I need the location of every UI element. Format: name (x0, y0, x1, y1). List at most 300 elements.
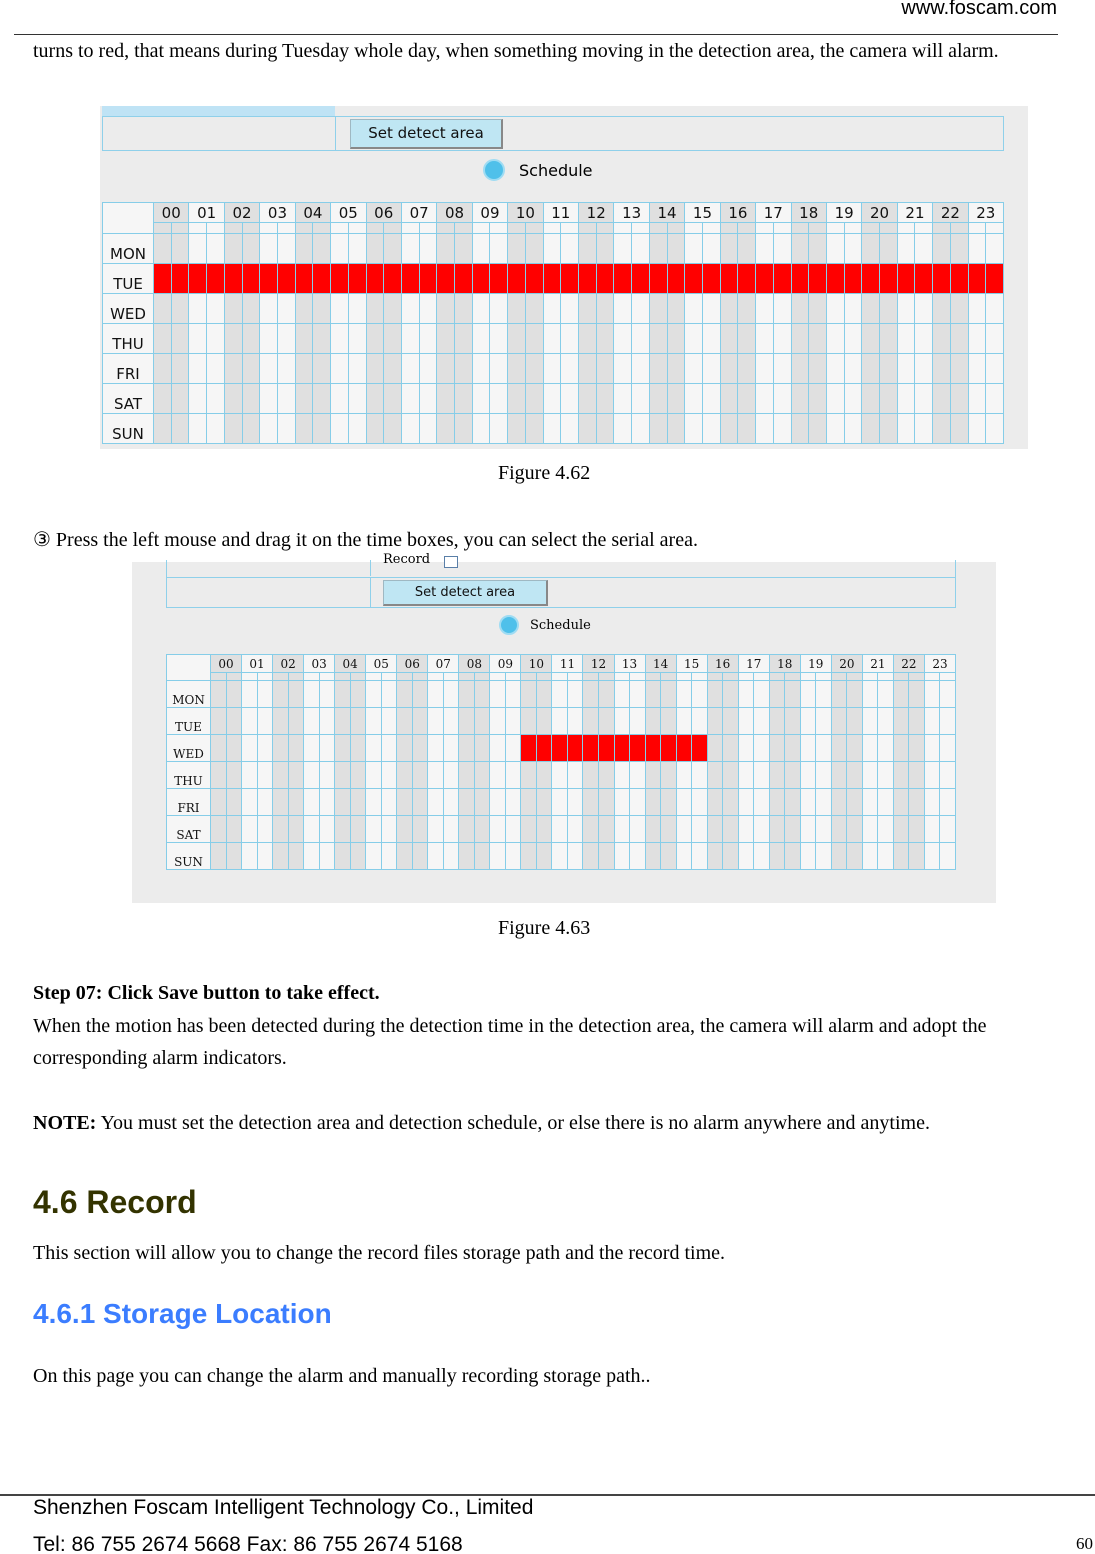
time-slot-selected[interactable] (526, 264, 544, 294)
time-slot[interactable] (289, 708, 305, 735)
time-slot[interactable] (933, 294, 951, 324)
time-slot[interactable] (925, 735, 941, 762)
time-slot[interactable] (278, 234, 296, 264)
time-slot[interactable] (863, 789, 879, 816)
time-slot[interactable] (537, 816, 553, 843)
time-slot[interactable] (211, 843, 227, 870)
time-slot[interactable] (847, 816, 863, 843)
time-slot[interactable] (154, 354, 172, 384)
time-slot[interactable] (863, 816, 879, 843)
time-slot[interactable] (661, 816, 677, 843)
time-slot[interactable] (792, 414, 810, 444)
time-slot[interactable] (367, 384, 385, 414)
time-slot[interactable] (677, 681, 693, 708)
time-slot[interactable] (154, 324, 172, 354)
time-slot[interactable] (756, 294, 774, 324)
time-slot[interactable] (313, 234, 331, 264)
time-slot[interactable] (832, 789, 848, 816)
time-slot[interactable] (940, 681, 956, 708)
record-checkbox[interactable] (444, 556, 458, 568)
time-slot-selected[interactable] (898, 264, 916, 294)
time-slot[interactable] (774, 384, 792, 414)
time-slot[interactable] (615, 708, 631, 735)
time-slot[interactable] (211, 735, 227, 762)
time-slot[interactable] (754, 816, 770, 843)
time-slot[interactable] (630, 708, 646, 735)
time-slot-selected[interactable] (437, 264, 455, 294)
time-slot[interactable] (599, 843, 615, 870)
time-slot[interactable] (754, 789, 770, 816)
time-slot[interactable] (211, 681, 227, 708)
time-slot[interactable] (154, 414, 172, 444)
time-slot[interactable] (723, 735, 739, 762)
time-slot[interactable] (894, 708, 910, 735)
time-slot[interactable] (785, 735, 801, 762)
time-slot[interactable] (933, 324, 951, 354)
time-slot[interactable] (847, 708, 863, 735)
time-slot[interactable] (475, 681, 491, 708)
time-slot[interactable] (708, 762, 724, 789)
time-slot[interactable] (242, 681, 258, 708)
time-slot[interactable] (382, 843, 398, 870)
time-slot[interactable] (579, 384, 597, 414)
time-slot[interactable] (172, 354, 190, 384)
time-slot[interactable] (506, 681, 522, 708)
time-slot[interactable] (544, 414, 562, 444)
time-slot[interactable] (583, 816, 599, 843)
time-slot[interactable] (925, 816, 941, 843)
time-slot[interactable] (225, 414, 243, 444)
time-slot[interactable] (739, 843, 755, 870)
time-slot[interactable] (692, 816, 708, 843)
time-slot[interactable] (785, 681, 801, 708)
time-slot-selected[interactable] (402, 264, 420, 294)
time-slot[interactable] (646, 681, 662, 708)
time-slot[interactable] (349, 294, 367, 324)
time-slot[interactable] (723, 816, 739, 843)
time-slot[interactable] (863, 708, 879, 735)
time-slot[interactable] (242, 816, 258, 843)
time-slot[interactable] (521, 816, 537, 843)
time-slot-selected[interactable] (703, 264, 721, 294)
time-slot[interactable] (754, 762, 770, 789)
time-slot-selected[interactable] (331, 264, 349, 294)
time-slot[interactable] (951, 354, 969, 384)
time-slot[interactable] (862, 294, 880, 324)
time-slot[interactable] (986, 294, 1004, 324)
time-slot[interactable] (894, 816, 910, 843)
time-slot[interactable] (428, 681, 444, 708)
time-slot[interactable] (278, 324, 296, 354)
time-slot[interactable] (599, 708, 615, 735)
time-slot[interactable] (258, 843, 274, 870)
time-slot[interactable] (335, 843, 351, 870)
time-slot[interactable] (413, 735, 429, 762)
time-slot[interactable] (490, 414, 508, 444)
time-slot[interactable] (615, 843, 631, 870)
time-slot[interactable] (692, 708, 708, 735)
time-slot[interactable] (521, 708, 537, 735)
time-slot[interactable] (508, 384, 526, 414)
time-slot[interactable] (738, 414, 756, 444)
time-slot[interactable] (420, 414, 438, 444)
time-slot[interactable] (630, 816, 646, 843)
time-slot-selected[interactable] (568, 735, 584, 762)
time-slot[interactable] (413, 789, 429, 816)
time-slot[interactable] (278, 414, 296, 444)
time-slot[interactable] (661, 762, 677, 789)
time-slot-selected[interactable] (583, 735, 599, 762)
time-slot[interactable] (225, 324, 243, 354)
time-slot[interactable] (420, 234, 438, 264)
time-slot[interactable] (677, 762, 693, 789)
time-slot[interactable] (227, 762, 243, 789)
time-slot[interactable] (537, 762, 553, 789)
time-slot[interactable] (273, 735, 289, 762)
time-slot[interactable] (537, 843, 553, 870)
time-slot[interactable] (420, 324, 438, 354)
time-slot[interactable] (552, 789, 568, 816)
time-slot[interactable] (933, 234, 951, 264)
time-slot[interactable] (827, 234, 845, 264)
time-slot[interactable] (506, 843, 522, 870)
time-slot[interactable] (754, 843, 770, 870)
time-slot[interactable] (490, 816, 506, 843)
time-slot[interactable] (898, 354, 916, 384)
time-slot[interactable] (708, 708, 724, 735)
time-slot[interactable] (437, 294, 455, 324)
time-slot[interactable] (661, 708, 677, 735)
time-slot[interactable] (708, 843, 724, 870)
time-slot[interactable] (863, 762, 879, 789)
time-slot[interactable] (296, 354, 314, 384)
time-slot[interactable] (397, 735, 413, 762)
time-slot-selected[interactable] (260, 264, 278, 294)
time-slot[interactable] (792, 354, 810, 384)
time-slot[interactable] (703, 294, 721, 324)
time-slot[interactable] (723, 762, 739, 789)
time-slot[interactable] (490, 234, 508, 264)
time-slot[interactable] (428, 843, 444, 870)
time-slot[interactable] (832, 708, 848, 735)
time-slot[interactable] (242, 762, 258, 789)
time-slot[interactable] (349, 324, 367, 354)
time-slot[interactable] (650, 324, 668, 354)
time-slot[interactable] (207, 324, 225, 354)
time-slot[interactable] (289, 843, 305, 870)
time-slot[interactable] (320, 789, 336, 816)
time-slot[interactable] (289, 762, 305, 789)
time-slot[interactable] (537, 789, 553, 816)
time-slot[interactable] (827, 324, 845, 354)
time-slot[interactable] (296, 414, 314, 444)
time-slot[interactable] (258, 789, 274, 816)
time-slot[interactable] (632, 234, 650, 264)
time-slot[interactable] (756, 234, 774, 264)
time-slot[interactable] (304, 708, 320, 735)
time-slot[interactable] (969, 324, 987, 354)
time-slot-selected[interactable] (721, 264, 739, 294)
time-slot[interactable] (189, 354, 207, 384)
time-slot-selected[interactable] (845, 264, 863, 294)
time-slot[interactable] (986, 324, 1004, 354)
time-slot[interactable] (614, 414, 632, 444)
time-slot-selected[interactable] (384, 264, 402, 294)
time-slot-selected[interactable] (313, 264, 331, 294)
time-slot[interactable] (770, 816, 786, 843)
time-slot[interactable] (243, 294, 261, 324)
time-slot[interactable] (579, 414, 597, 444)
time-slot[interactable] (508, 324, 526, 354)
time-slot[interactable] (351, 681, 367, 708)
time-slot[interactable] (490, 843, 506, 870)
time-slot[interactable] (366, 681, 382, 708)
time-slot[interactable] (661, 681, 677, 708)
time-slot[interactable] (258, 735, 274, 762)
time-slot-selected[interactable] (243, 264, 261, 294)
time-slot-selected[interactable] (933, 264, 951, 294)
time-slot[interactable] (650, 294, 668, 324)
time-slot[interactable] (561, 384, 579, 414)
time-slot[interactable] (428, 816, 444, 843)
time-slot[interactable] (258, 681, 274, 708)
time-slot[interactable] (597, 294, 615, 324)
time-slot[interactable] (273, 708, 289, 735)
time-slot[interactable] (402, 354, 420, 384)
time-slot[interactable] (739, 708, 755, 735)
time-slot[interactable] (614, 294, 632, 324)
time-slot[interactable] (227, 708, 243, 735)
time-slot[interactable] (207, 354, 225, 384)
time-slot[interactable] (331, 354, 349, 384)
time-slot[interactable] (792, 294, 810, 324)
time-slot-selected[interactable] (809, 264, 827, 294)
time-slot[interactable] (894, 681, 910, 708)
time-slot[interactable] (579, 234, 597, 264)
time-slot-selected[interactable] (172, 264, 190, 294)
time-slot[interactable] (444, 735, 460, 762)
time-slot[interactable] (708, 816, 724, 843)
time-slot[interactable] (335, 762, 351, 789)
time-slot[interactable] (863, 735, 879, 762)
time-slot[interactable] (909, 762, 925, 789)
time-slot[interactable] (898, 324, 916, 354)
time-slot[interactable] (508, 234, 526, 264)
time-slot-selected[interactable] (951, 264, 969, 294)
time-slot[interactable] (320, 762, 336, 789)
time-slot[interactable] (809, 384, 827, 414)
time-slot[interactable] (739, 735, 755, 762)
time-slot[interactable] (721, 294, 739, 324)
time-slot[interactable] (774, 294, 792, 324)
time-slot[interactable] (335, 816, 351, 843)
time-slot[interactable] (650, 384, 668, 414)
time-slot[interactable] (552, 843, 568, 870)
time-slot[interactable] (738, 324, 756, 354)
time-slot[interactable] (568, 681, 584, 708)
time-slot[interactable] (384, 414, 402, 444)
time-slot[interactable] (880, 294, 898, 324)
time-slot[interactable] (754, 735, 770, 762)
time-slot[interactable] (366, 843, 382, 870)
time-slot[interactable] (351, 843, 367, 870)
time-slot[interactable] (273, 789, 289, 816)
time-slot[interactable] (792, 234, 810, 264)
time-slot[interactable] (397, 816, 413, 843)
time-slot[interactable] (909, 735, 925, 762)
time-slot[interactable] (816, 708, 832, 735)
time-slot[interactable] (304, 681, 320, 708)
time-slot[interactable] (278, 354, 296, 384)
time-slot[interactable] (801, 789, 817, 816)
time-slot-selected[interactable] (615, 735, 631, 762)
time-slot[interactable] (723, 789, 739, 816)
time-slot[interactable] (646, 789, 662, 816)
time-slot[interactable] (894, 735, 910, 762)
time-slot[interactable] (703, 354, 721, 384)
time-slot[interactable] (933, 414, 951, 444)
time-slot[interactable] (894, 843, 910, 870)
time-slot[interactable] (898, 234, 916, 264)
time-slot[interactable] (568, 816, 584, 843)
time-slot[interactable] (847, 789, 863, 816)
time-slot[interactable] (243, 414, 261, 444)
time-slot[interactable] (969, 294, 987, 324)
time-slot[interactable] (402, 384, 420, 414)
time-slot[interactable] (552, 762, 568, 789)
time-slot[interactable] (189, 414, 207, 444)
time-slot[interactable] (273, 762, 289, 789)
time-slot[interactable] (721, 324, 739, 354)
time-slot[interactable] (708, 681, 724, 708)
time-slot[interactable] (227, 735, 243, 762)
time-slot[interactable] (526, 414, 544, 444)
time-slot[interactable] (615, 681, 631, 708)
time-slot[interactable] (668, 354, 686, 384)
time-slot-selected[interactable] (677, 735, 693, 762)
time-slot-selected[interactable] (792, 264, 810, 294)
time-slot[interactable] (335, 708, 351, 735)
time-slot[interactable] (599, 762, 615, 789)
time-slot-selected[interactable] (225, 264, 243, 294)
time-slot[interactable] (809, 324, 827, 354)
time-slot[interactable] (331, 414, 349, 444)
time-slot[interactable] (632, 384, 650, 414)
time-slot[interactable] (878, 843, 894, 870)
time-slot[interactable] (721, 384, 739, 414)
time-slot[interactable] (801, 681, 817, 708)
time-slot[interactable] (242, 843, 258, 870)
time-slot[interactable] (428, 789, 444, 816)
time-slot[interactable] (878, 762, 894, 789)
time-slot[interactable] (614, 384, 632, 414)
time-slot-selected[interactable] (827, 264, 845, 294)
time-slot[interactable] (832, 735, 848, 762)
time-slot[interactable] (207, 384, 225, 414)
time-slot[interactable] (615, 816, 631, 843)
time-slot[interactable] (708, 735, 724, 762)
time-slot[interactable] (331, 384, 349, 414)
time-slot[interactable] (544, 354, 562, 384)
time-slot-selected[interactable] (915, 264, 933, 294)
time-slot[interactable] (792, 384, 810, 414)
time-slot-selected[interactable] (650, 264, 668, 294)
time-slot[interactable] (428, 762, 444, 789)
time-slot[interactable] (878, 816, 894, 843)
time-slot[interactable] (754, 681, 770, 708)
time-slot-selected[interactable] (969, 264, 987, 294)
time-slot[interactable] (367, 294, 385, 324)
time-slot[interactable] (692, 789, 708, 816)
time-slot[interactable] (738, 234, 756, 264)
time-slot[interactable] (632, 354, 650, 384)
time-slot[interactable] (227, 843, 243, 870)
time-slot[interactable] (172, 234, 190, 264)
time-slot-selected[interactable] (154, 264, 172, 294)
time-slot[interactable] (402, 324, 420, 354)
time-slot-selected[interactable] (207, 264, 225, 294)
time-slot[interactable] (770, 789, 786, 816)
time-slot[interactable] (366, 816, 382, 843)
time-slot[interactable] (304, 735, 320, 762)
time-slot[interactable] (986, 384, 1004, 414)
time-slot-selected[interactable] (986, 264, 1004, 294)
time-slot[interactable] (278, 294, 296, 324)
time-slot[interactable] (940, 816, 956, 843)
time-slot[interactable] (685, 294, 703, 324)
time-slot[interactable] (172, 384, 190, 414)
time-slot[interactable] (561, 294, 579, 324)
time-slot[interactable] (260, 294, 278, 324)
time-slot[interactable] (583, 789, 599, 816)
time-slot[interactable] (579, 294, 597, 324)
time-slot[interactable] (508, 354, 526, 384)
time-slot[interactable] (242, 735, 258, 762)
time-slot[interactable] (969, 414, 987, 444)
time-slot[interactable] (579, 354, 597, 384)
time-slot[interactable] (894, 762, 910, 789)
time-slot[interactable] (289, 735, 305, 762)
time-slot[interactable] (490, 735, 506, 762)
time-slot[interactable] (444, 708, 460, 735)
time-slot[interactable] (437, 354, 455, 384)
time-slot[interactable] (650, 234, 668, 264)
time-slot[interactable] (827, 414, 845, 444)
time-slot[interactable] (420, 294, 438, 324)
time-slot[interactable] (561, 414, 579, 444)
time-slot[interactable] (475, 789, 491, 816)
time-slot[interactable] (225, 354, 243, 384)
time-slot[interactable] (490, 324, 508, 354)
time-slot[interactable] (880, 354, 898, 384)
time-slot[interactable] (351, 762, 367, 789)
time-slot[interactable] (827, 384, 845, 414)
time-slot[interactable] (925, 681, 941, 708)
time-slot[interactable] (801, 762, 817, 789)
time-slot[interactable] (242, 789, 258, 816)
time-slot[interactable] (723, 708, 739, 735)
time-slot[interactable] (738, 354, 756, 384)
time-slot[interactable] (630, 762, 646, 789)
time-slot[interactable] (708, 789, 724, 816)
time-slot[interactable] (703, 324, 721, 354)
time-slot[interactable] (661, 789, 677, 816)
time-slot[interactable] (568, 708, 584, 735)
time-slot[interactable] (646, 816, 662, 843)
time-slot[interactable] (367, 354, 385, 384)
time-slot-selected[interactable] (632, 264, 650, 294)
time-slot[interactable] (227, 681, 243, 708)
